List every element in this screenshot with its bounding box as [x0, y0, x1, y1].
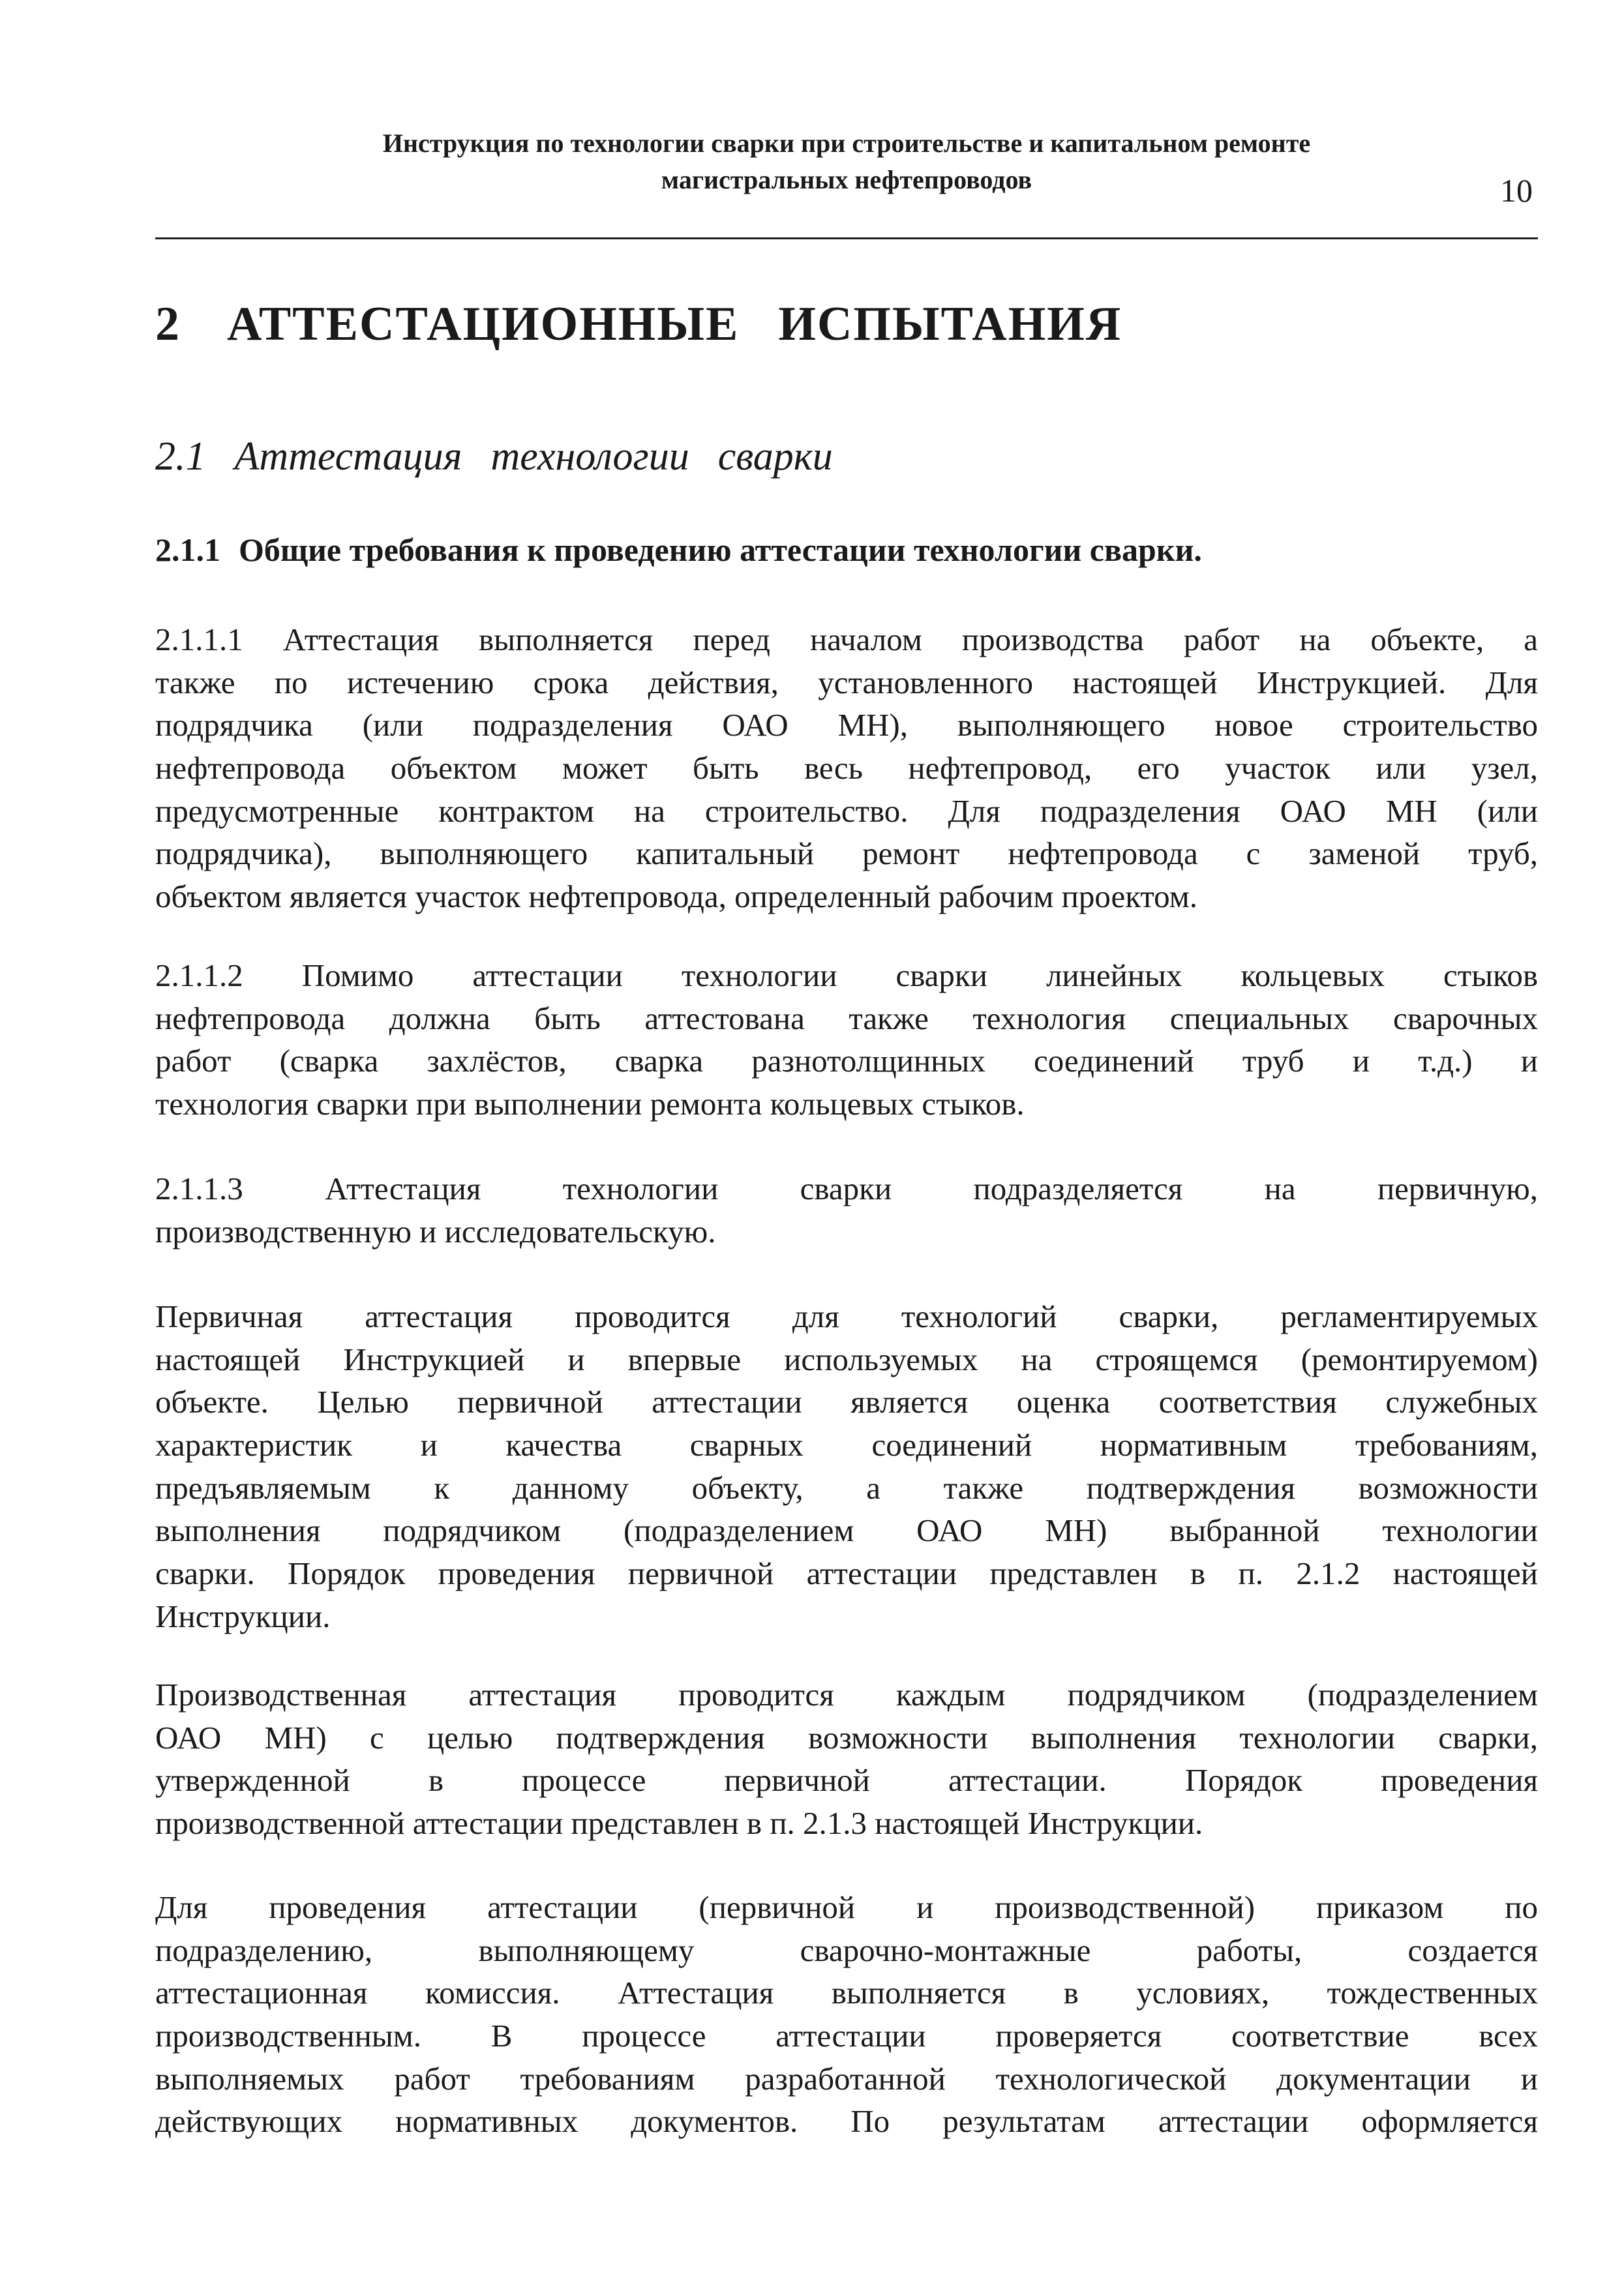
- text-line: Производственная аттестация проводится каждым подрядчиком (подразделением: [155, 1677, 1538, 1713]
- text-line: аттестационная комиссия. Аттестация выполняется в условиях, тождественных: [155, 1975, 1538, 2011]
- clause-title: Общие требования к проведению аттестации технологии сварки.: [239, 532, 1202, 568]
- text-line: 2.1.1.1 Аттестация выполняется перед началом производства работ на объекте, а: [155, 621, 1538, 657]
- section-heading: [155, 295, 1122, 353]
- text-line: действующих нормативных документов. По результатам аттестации оформляется: [155, 2103, 1538, 2140]
- subsection-number: 2.1: [155, 434, 206, 479]
- text-line: выполняемых работ требованиям разработанной технологической документации и: [155, 2060, 1538, 2097]
- header-title-line1: Инструкция по технологии сварки при строительстве и капитальном ремонте: [382, 128, 1311, 158]
- text-line: объекте. Целью первичной аттестации является оценка соответствия служебных: [155, 1384, 1538, 1420]
- section-title-word1: АТТЕСТАЦИОННЫЕ: [227, 297, 740, 351]
- text-line: предусмотренные контрактом на строительство. Для подразделения ОАО МН (или: [155, 792, 1538, 829]
- text-line: предъявляемым к данному объекту, а также подтверждения возможности: [155, 1469, 1538, 1506]
- text-line: ОАО МН) с целью подтверждения возможности выполнения технологии сварки,: [155, 1719, 1538, 1756]
- running-header: [155, 125, 1538, 198]
- page-number: 10: [1500, 172, 1533, 209]
- text-line: 2.1.1.2 Помимо аттестации технологии сварки линейных кольцевых стыков: [155, 957, 1538, 993]
- text-line: также по истечению срока действия, установленного настоящей Инструкцией. Для: [155, 664, 1538, 700]
- subsection-heading: [155, 430, 862, 483]
- text-line: работ (сварка захлёстов, сварка разнотолщинных соединений труб и т.д.) и: [155, 1043, 1538, 1079]
- paragraph-2-1-1-2: [155, 954, 1538, 1126]
- text-line: подразделению, выполняющему сварочно-монтажные работы, создается: [155, 1932, 1538, 1968]
- text-line: объектом является участок нефтепровода, определенный рабочим проектом.: [155, 878, 1198, 915]
- text-line: сварки. Порядок проведения первичной аттестации представлен в п. 2.1.2 настоящей: [155, 1555, 1538, 1592]
- text-line: характеристик и качества сварных соединений нормативным требованиям,: [155, 1427, 1538, 1463]
- text-line: Для проведения аттестации (первичной и производственной) приказом по: [155, 1889, 1538, 1925]
- text-line: подрядчика), выполняющего капитальный ремонт нефтепровода с заменой труб,: [155, 835, 1538, 872]
- text-line: 2.1.1.3 Аттестация технологии сварки подразделяется на первичную,: [155, 1171, 1538, 1206]
- clause-heading: [155, 527, 1202, 573]
- subsection-word2: технологии: [490, 434, 689, 479]
- text-line: производственную и исследовательскую.: [155, 1213, 716, 1250]
- text-line: производственной аттестации представлен в п. 2.1.3 настоящей Инструкции.: [155, 1805, 1203, 1842]
- header-title-line2: магистральных нефтепроводов: [661, 165, 1032, 194]
- text-line: нефтепровода должна быть аттестована также технология специальных сварочных: [155, 1000, 1538, 1036]
- text-line: выполнения подрядчиком (подразделением ОАО МН) выбранной технологии: [155, 1512, 1538, 1549]
- subsection-word3: сварки: [717, 434, 833, 479]
- text-line: технология сварки при выполнении ремонта кольцевых стыков.: [155, 1086, 1025, 1122]
- text-line: нефтепровода объектом может быть весь нефтепровод, его участок или узел,: [155, 750, 1538, 786]
- section-number: 2: [155, 297, 181, 351]
- paragraph-primary-attestation: [155, 1295, 1538, 1638]
- text-line: настоящей Инструкцией и впервые используемых на строящемся (ремонтируемом): [155, 1341, 1538, 1377]
- text-line: производственным. В процессе аттестации проверяется соответствие всех: [155, 2018, 1538, 2054]
- paragraph-commission: [155, 1886, 1538, 2143]
- clause-number: 2.1.1: [155, 532, 220, 568]
- text-line: Инструкции.: [155, 1598, 331, 1634]
- paragraph-production-attestation: [155, 1673, 1538, 1845]
- subsection-word1: Аттестация: [234, 434, 462, 479]
- text-line: Первичная аттестация проводится для технологий сварки, регламентируемых: [155, 1298, 1538, 1334]
- text-line: утвержденной в процессе первичной аттестации. Порядок проведения: [155, 1762, 1538, 1799]
- paragraph-2-1-1-1: [155, 618, 1538, 918]
- section-title-word2: ИСПЫТАНИЯ: [778, 297, 1122, 351]
- header-divider: [155, 237, 1538, 239]
- text-line: подрядчика (или подразделения ОАО МН), выполняющего новое строительство: [155, 707, 1538, 743]
- paragraph-2-1-1-3: [155, 1167, 1538, 1253]
